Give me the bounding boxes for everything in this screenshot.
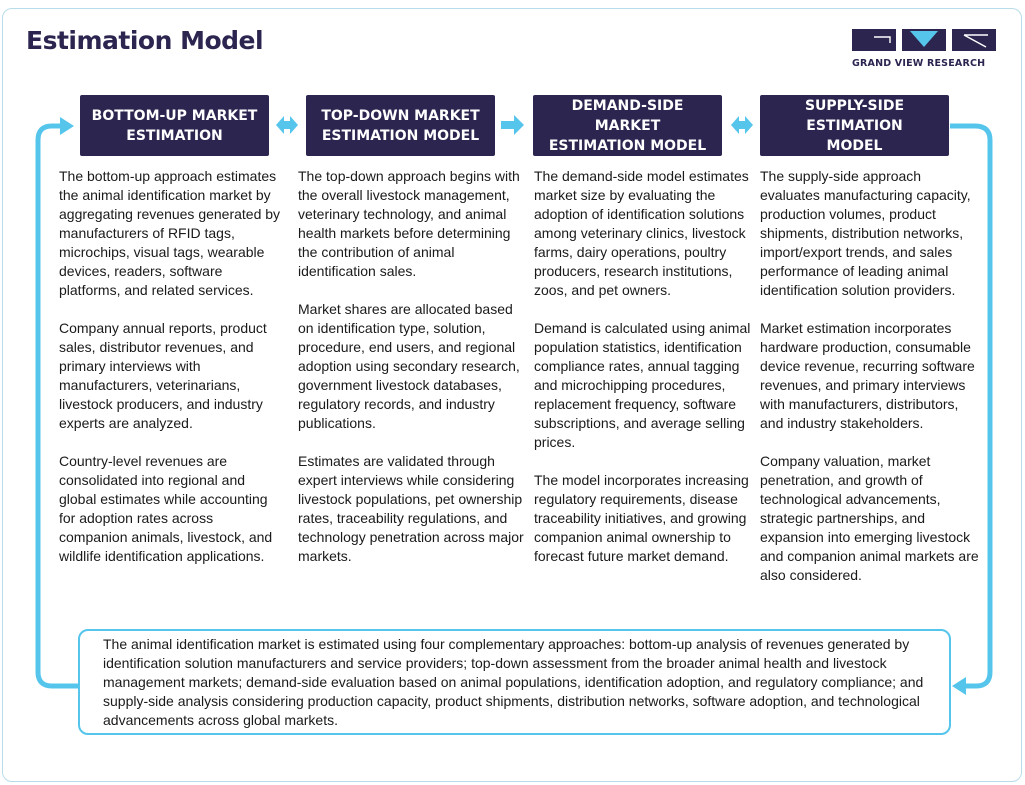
paragraph: The model incorporates increasing regulatory requirements, disease traceability initiatives, and growing companion animal ownership to forecast future market demand. bbox=[534, 472, 749, 564]
paragraph: Estimates are validated through expert interviews while considering livestock populations, pet ownership rates, traceability regulations, and technology penetration across major markets. bbox=[298, 453, 524, 564]
page-title: Estimation Model bbox=[26, 26, 264, 55]
box-label-line1: BOTTOM-UP MARKET bbox=[91, 107, 258, 124]
paragraph: Company valuation, market penetration, and growth of technological advancements, strategic partnerships, and expansion into emerging livestock and companion animal markets are also considered. bbox=[760, 453, 979, 583]
summary-box bbox=[78, 629, 951, 735]
paragraph: Demand is calculated using animal population statistics, identification compliance rates, annual tagging and microchipping procedures, replacement frequency, software subscriptions, and average selling prices. bbox=[534, 320, 751, 450]
brand-name: GRAND VIEW RESEARCH bbox=[852, 58, 986, 69]
box-label-line2: ESTIMATION MODEL bbox=[321, 127, 480, 144]
arrow-bottomup-topdown bbox=[276, 116, 298, 134]
demand-side-box bbox=[533, 95, 722, 156]
box-label-line1: DEMAND-SIDE MARKET bbox=[571, 97, 684, 134]
supply-side-column bbox=[760, 167, 980, 604]
loop-arrow-left-head bbox=[60, 117, 74, 135]
paragraph: The bottom-up approach estimates the animal identification market by aggregating revenues generated by manufacturers of RFID tags, microchips, visual tags, wearable devices, readers, software platforms, and related services. bbox=[59, 168, 281, 298]
box-label-line1: SUPPLY-SIDE ESTIMATION bbox=[804, 97, 905, 134]
box-label-line2: ESTIMATION bbox=[126, 127, 223, 144]
box-label-line1: TOP-DOWN MARKET bbox=[321, 107, 480, 124]
paragraph: The top-down approach begins with the overall livestock management, veterinary technology, and animal health markets before determining the contribution of animal identification sales. bbox=[298, 168, 520, 279]
paragraph: Market estimation incorporates hardware production, consumable device revenue, recurring software revenues, and primary interviews with manufacturers, distributors, and industry stakeholders. bbox=[760, 320, 975, 431]
paragraph: Company annual reports, product sales, distributor revenues, and primary interviews with manufacturers, veterinarians, livestock producers, and industry experts are analyzed. bbox=[59, 320, 267, 431]
paragraph: Market shares are allocated based on identification type, solution, procedure, end users, and regional adoption using secondary research, government livestock databases, regulatory records, and industry publications. bbox=[298, 301, 520, 431]
summary-text: The animal identification market is estimated using four complementary approaches: bottom-up analysis of revenues generated by identification solution manufacturers and service providers; top-down assessment from the broader animal health and livestock management markets; demand-side evaluation based on animal populations, identification adoption, and regulatory compliance; and supply-side analysis considering production capacity, product shipments, distribution networks, software adoption, and technological advancements across global markets. bbox=[103, 636, 924, 728]
loop-arrow-right-head bbox=[952, 677, 966, 695]
paragraph: The demand-side model estimates market size by evaluating the adoption of identification solutions among veterinary clinics, livestock farms, dairy operations, poultry producers, research institutions, zoos, and pet owners. bbox=[534, 168, 749, 298]
arrow-topdown-demand bbox=[501, 115, 524, 135]
supply-side-box bbox=[760, 95, 949, 156]
arrow-demand-supply bbox=[731, 116, 753, 134]
top-down-column bbox=[298, 167, 524, 585]
box-label-line2: ESTIMATION MODEL bbox=[548, 137, 707, 154]
paragraph: The supply-side approach evaluates manufacturing capacity, production volumes, product shipments, distribution networks, import/export trends, and sales performance of leading animal identification solution providers. bbox=[760, 168, 971, 298]
demand-side-column bbox=[534, 167, 754, 585]
box-label-line2: MODEL bbox=[826, 137, 883, 154]
top-down-box bbox=[306, 95, 495, 156]
paragraph: Country-level revenues are consolidated into regional and global estimates while accounting for adoption rates across companion animals, livestock, and wildlife identification applications. bbox=[59, 453, 273, 564]
bottom-up-box bbox=[80, 95, 269, 156]
bottom-up-column bbox=[59, 167, 284, 585]
